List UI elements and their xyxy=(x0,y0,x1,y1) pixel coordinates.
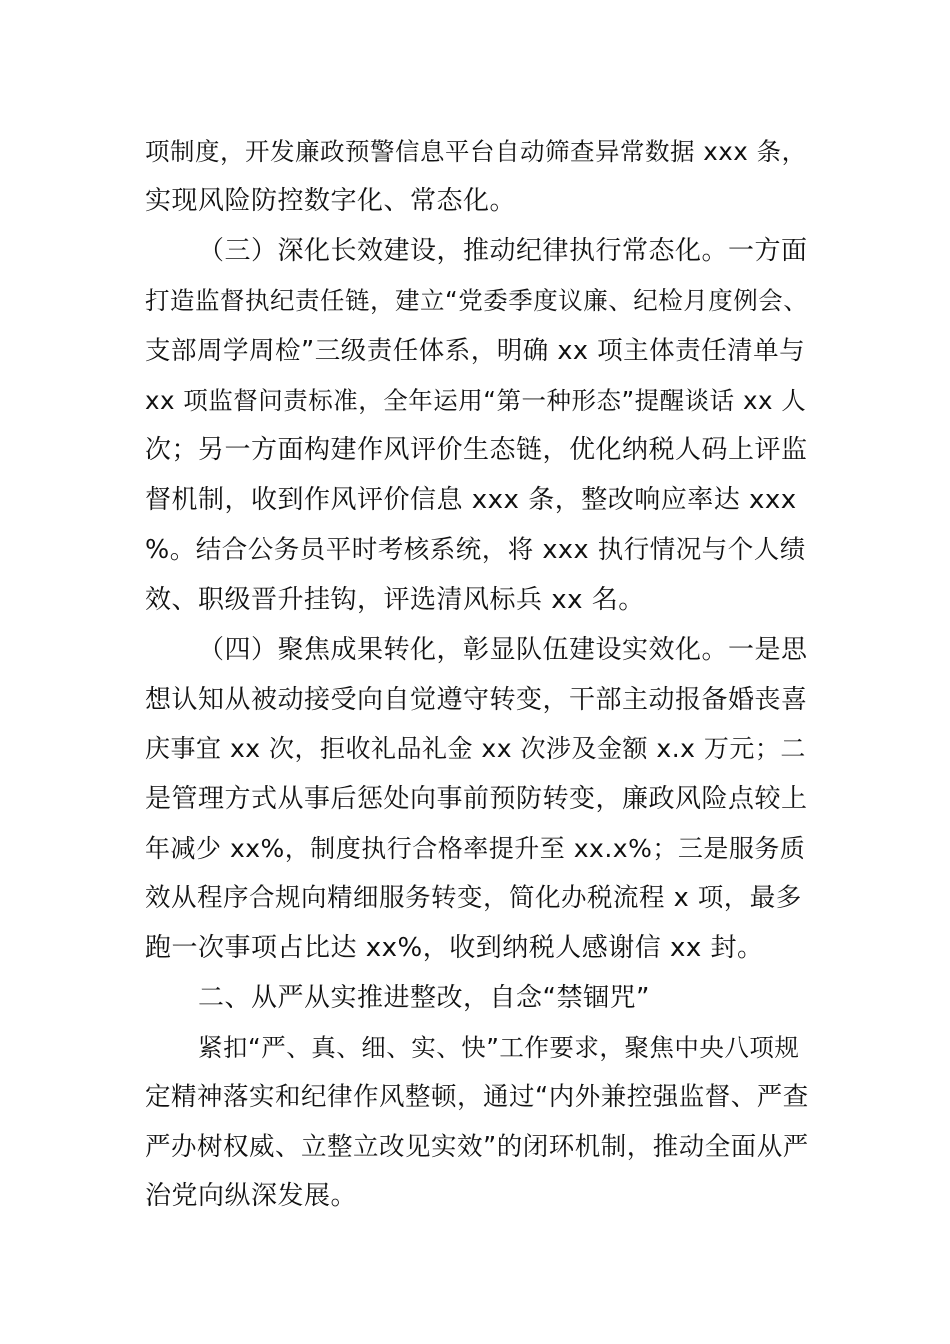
text-line: 庆事宜 xx 次，拒收礼品礼金 xx 次涉及金额 x.x 万元；二 xyxy=(145,734,806,763)
section-heading-4: （四）聚焦成果转化，彰显队伍建设实效化。一是思 xyxy=(198,635,808,665)
text-line: 是管理方式从事后惩处向事前预防转变，廉政风险点较上 xyxy=(145,784,808,814)
text-line: 项制度，开发廉政预警信息平台自动筛查异常数据 xxx 条， xyxy=(145,137,807,166)
text-line: 想认知从被动接受向自觉遵守转变，干部主动报备婚丧喜 xyxy=(145,685,808,715)
text-line: xx 项监督问责标准，全年运用“第一种形态”提醒谈话 xx 人 xyxy=(145,386,807,415)
text-line: 督机制，收到作风评价信息 xxx 条，整改响应率达 xxx xyxy=(145,485,797,515)
text-line: 次；另一方面构建作风评价生态链，优化纳税人码上评监 xyxy=(145,435,808,465)
text-line: 严办树权威、立整立改见实效”的闭环机制，推动全面从严 xyxy=(145,1132,809,1162)
text-line: 紧扣“严、真、细、实、快”工作要求，聚焦中央八项规 xyxy=(198,1033,800,1062)
text-line: 跑一次事项占比达 xx%，收到纳税人感谢信 xx 封。 xyxy=(145,933,764,963)
text-line: 定精神落实和纪律作风整顿，通过“内外兼控强监督、严查 xyxy=(145,1082,809,1112)
text-line: %。结合公务员平时考核系统，将 xxx 执行情况与个人绩 xyxy=(145,535,806,565)
text-line: 效、职级晋升挂钩，评选清风标兵 xx 名。 xyxy=(145,585,645,615)
text-line: 实现风险防控数字化、常态化。 xyxy=(145,186,517,216)
text-line: 效从程序合规向精细服务转变，简化办税流程 x 项，最多 xyxy=(145,883,802,913)
section-heading-2: 二、从严从实推进整改，自念“禁锢咒” xyxy=(198,983,650,1013)
text-line: 年减少 xx%，制度执行合格率提升至 xx.x%；三是服务质 xyxy=(145,834,806,863)
section-heading-3: （三）深化长效建设，推动纪律执行常态化。一方面 xyxy=(198,236,808,266)
text-line: 打造监督执纪责任链，建立“党委季度议廉、纪检月度例会、 xyxy=(145,286,809,315)
text-line: 支部周学周检”三级责任体系，明确 xx 项主体责任清单与 xyxy=(145,336,806,366)
text-line: 治党向纵深发展。 xyxy=(145,1181,358,1211)
